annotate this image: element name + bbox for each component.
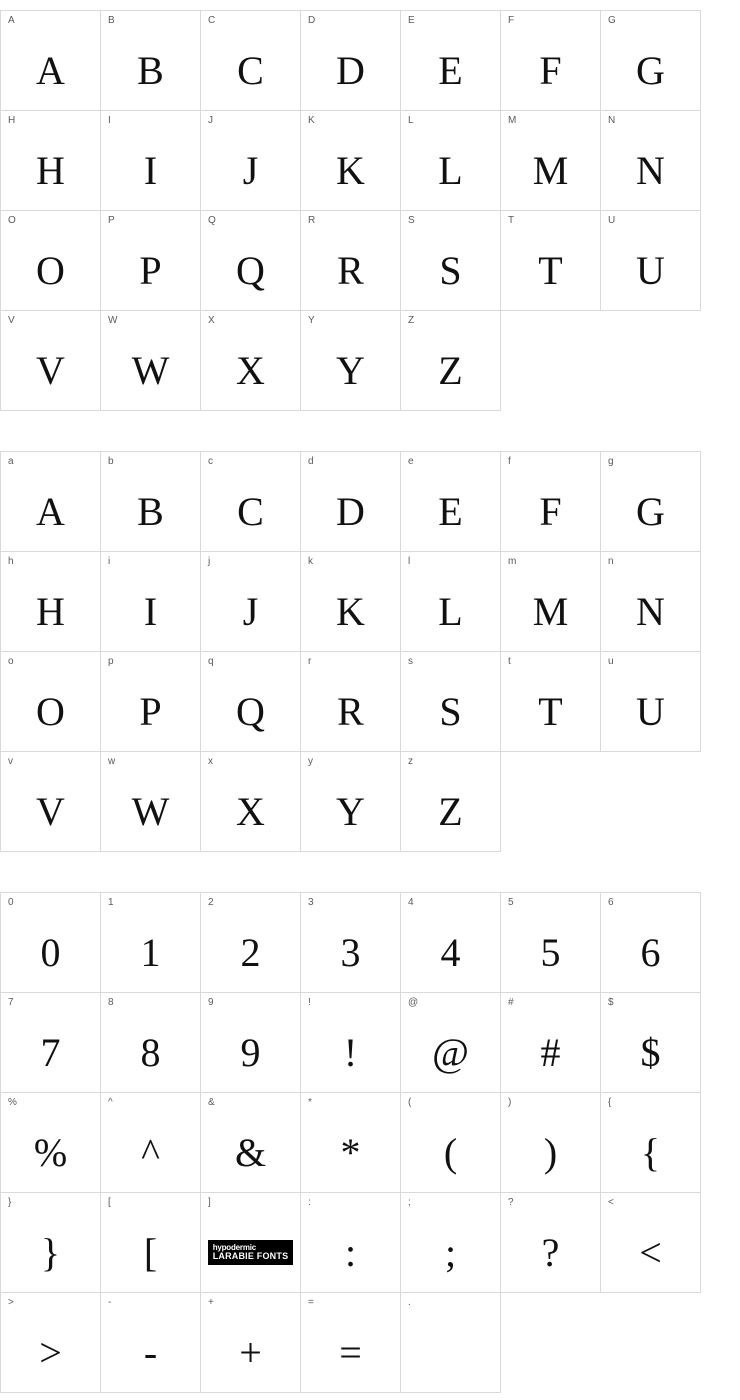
character-code-label: - xyxy=(108,1297,112,1308)
character-glyph: = xyxy=(339,1330,362,1375)
character-code-label: j xyxy=(208,556,211,567)
character-cell[interactable] xyxy=(401,1193,501,1293)
character-cell[interactable] xyxy=(201,211,301,311)
character-glyph: + xyxy=(239,1330,262,1375)
character-cell[interactable] xyxy=(501,1093,601,1193)
character-glyph: R xyxy=(337,689,364,734)
character-glyph: R xyxy=(337,248,364,293)
character-cell[interactable] xyxy=(501,993,601,1093)
character-code-label: . xyxy=(408,1297,411,1308)
character-cell[interactable] xyxy=(601,11,701,111)
character-cell[interactable] xyxy=(101,1293,201,1393)
character-cell[interactable] xyxy=(101,11,201,111)
character-cell[interactable] xyxy=(401,993,501,1093)
character-glyph: ( xyxy=(443,1130,458,1175)
character-code-label: D xyxy=(308,15,316,26)
character-glyph: D xyxy=(336,489,365,534)
character-cell[interactable] xyxy=(501,652,601,752)
character-glyph: 9 xyxy=(240,1030,261,1075)
character-glyph: C xyxy=(237,48,264,93)
character-glyph: M xyxy=(532,589,569,634)
character-cell[interactable] xyxy=(301,1193,401,1293)
character-cell[interactable] xyxy=(601,211,701,311)
character-cell[interactable] xyxy=(401,652,501,752)
character-cell[interactable] xyxy=(1,211,101,311)
character-code-label: n xyxy=(608,556,614,567)
character-code-label: p xyxy=(108,656,114,667)
character-glyph: Q xyxy=(236,689,265,734)
character-code-label: : xyxy=(308,1197,311,1208)
character-glyph: O xyxy=(36,248,65,293)
character-cell[interactable] xyxy=(201,552,301,652)
character-glyph: A xyxy=(36,48,65,93)
character-code-label: A xyxy=(8,15,15,26)
character-code-label: K xyxy=(308,115,315,126)
character-glyph: E xyxy=(438,489,463,534)
block-spacer xyxy=(0,852,701,892)
character-glyph: F xyxy=(539,48,562,93)
character-glyph: L xyxy=(438,148,463,193)
character-code-label: * xyxy=(308,1097,312,1108)
character-cell[interactable] xyxy=(1,893,101,993)
character-code-label: P xyxy=(108,215,115,226)
character-cell[interactable] xyxy=(201,652,301,752)
character-code-label: r xyxy=(308,656,312,667)
character-code-label: U xyxy=(608,215,616,226)
character-code-label: ] xyxy=(208,1197,211,1208)
character-code-label: % xyxy=(8,1097,17,1108)
character-cell[interactable] xyxy=(201,1293,301,1393)
character-glyph: > xyxy=(39,1330,62,1375)
top-spacer xyxy=(0,0,740,10)
character-glyph: W xyxy=(131,789,170,834)
character-glyph: } xyxy=(40,1230,61,1275)
character-glyph: Y xyxy=(336,348,365,393)
character-cell[interactable] xyxy=(101,993,201,1093)
character-code-label: q xyxy=(208,656,214,667)
character-code-label: h xyxy=(8,556,14,567)
character-glyph: B xyxy=(137,48,164,93)
character-glyph: I xyxy=(143,148,158,193)
character-glyph: I xyxy=(143,589,158,634)
character-code-label: V xyxy=(8,315,15,326)
character-cell[interactable] xyxy=(301,752,401,852)
character-cell[interactable] xyxy=(201,111,301,211)
character-cell[interactable] xyxy=(601,1093,701,1193)
character-code-label: i xyxy=(108,556,111,567)
foundry-watermark xyxy=(208,1240,294,1265)
character-cell[interactable] xyxy=(201,1093,301,1193)
character-code-label: x xyxy=(208,756,213,767)
character-glyph: - xyxy=(143,1330,158,1375)
character-cell[interactable] xyxy=(601,111,701,211)
character-glyph: N xyxy=(636,589,665,634)
character-glyph: D xyxy=(336,48,365,93)
character-glyph: A xyxy=(36,489,65,534)
character-cell[interactable] xyxy=(301,11,401,111)
character-code-label: [ xyxy=(108,1197,111,1208)
character-cell[interactable] xyxy=(201,1193,301,1293)
character-cell[interactable] xyxy=(101,552,201,652)
character-cell[interactable] xyxy=(601,993,701,1093)
character-glyph: & xyxy=(234,1130,267,1175)
character-code-label: b xyxy=(108,456,114,467)
character-cell[interactable] xyxy=(101,652,201,752)
character-glyph: 7 xyxy=(40,1030,61,1075)
character-code-label: t xyxy=(508,656,511,667)
character-cell[interactable] xyxy=(201,993,301,1093)
character-glyph: K xyxy=(336,589,365,634)
character-glyph: 6 xyxy=(640,930,661,975)
character-glyph: ; xyxy=(444,1230,457,1275)
character-code-label: Z xyxy=(408,315,415,326)
character-cell[interactable] xyxy=(401,552,501,652)
character-cell[interactable] xyxy=(501,552,601,652)
character-glyph: % xyxy=(33,1130,68,1175)
character-cell[interactable] xyxy=(501,111,601,211)
character-cell[interactable] xyxy=(101,893,201,993)
watermark-foundry-name: LARABIE FONTS xyxy=(212,1251,289,1261)
character-glyph: < xyxy=(639,1230,662,1275)
character-code-label: c xyxy=(208,456,213,467)
character-glyph: 2 xyxy=(240,930,261,975)
character-code-label: W xyxy=(108,315,118,326)
character-glyph: : xyxy=(344,1230,357,1275)
character-code-label: v xyxy=(8,756,13,767)
character-code-label: @ xyxy=(408,997,419,1008)
character-glyph: @ xyxy=(432,1030,469,1075)
character-glyph: B xyxy=(137,489,164,534)
character-glyph: * xyxy=(340,1130,361,1175)
character-glyph: S xyxy=(439,248,462,293)
character-code-label: # xyxy=(508,997,514,1008)
character-glyph: V xyxy=(36,789,65,834)
character-cell[interactable] xyxy=(501,1193,601,1293)
character-code-label: Q xyxy=(208,215,216,226)
character-glyph: # xyxy=(540,1030,561,1075)
character-code-label: M xyxy=(508,115,517,126)
character-code-label: J xyxy=(208,115,213,126)
character-code-label: ( xyxy=(408,1097,412,1108)
block-spacer xyxy=(0,411,701,451)
character-glyph: U xyxy=(636,689,665,734)
character-glyph: H xyxy=(36,148,65,193)
character-glyph: G xyxy=(636,48,665,93)
character-code-label: ; xyxy=(408,1197,411,1208)
character-glyph: H xyxy=(36,589,65,634)
character-cell[interactable] xyxy=(301,111,401,211)
character-code-label: G xyxy=(608,15,616,26)
character-glyph: 8 xyxy=(140,1030,161,1075)
character-glyph: F xyxy=(539,489,562,534)
character-code-label: T xyxy=(508,215,515,226)
character-code-label: 6 xyxy=(608,897,614,908)
character-code-label: ) xyxy=(508,1097,512,1108)
character-code-label: 3 xyxy=(308,897,314,908)
character-cell[interactable] xyxy=(101,752,201,852)
character-cell[interactable] xyxy=(201,311,301,411)
character-cell[interactable] xyxy=(501,11,601,111)
character-cell[interactable] xyxy=(101,111,201,211)
character-glyph: ^ xyxy=(141,1130,160,1175)
character-cell[interactable] xyxy=(501,452,601,552)
character-code-label: 7 xyxy=(8,997,14,1008)
character-glyph: T xyxy=(538,689,563,734)
character-cell[interactable] xyxy=(1,452,101,552)
character-code-label: 4 xyxy=(408,897,414,908)
character-code-label: m xyxy=(508,556,517,567)
character-glyph: ) xyxy=(543,1130,558,1175)
character-code-label: s xyxy=(408,656,413,667)
character-glyph: Z xyxy=(438,348,463,393)
character-glyph: V xyxy=(36,348,65,393)
character-cell[interactable] xyxy=(401,311,501,411)
character-code-label: u xyxy=(608,656,614,667)
character-cell[interactable] xyxy=(1,752,101,852)
character-code-label: 9 xyxy=(208,997,214,1008)
character-cell[interactable] xyxy=(1,111,101,211)
character-glyph: L xyxy=(438,589,463,634)
character-code-label: Y xyxy=(308,315,315,326)
character-cell[interactable] xyxy=(1,993,101,1093)
character-cell[interactable] xyxy=(1,1293,101,1393)
character-glyph: Z xyxy=(438,789,463,834)
character-glyph: 0 xyxy=(40,930,61,975)
character-glyph: 5 xyxy=(540,930,561,975)
character-cell[interactable] xyxy=(301,893,401,993)
character-block-lowercase xyxy=(0,451,701,852)
character-glyph: S xyxy=(439,689,462,734)
character-glyph: K xyxy=(336,148,365,193)
character-glyph: 1 xyxy=(140,930,161,975)
character-glyph: { xyxy=(640,1130,661,1175)
character-glyph: E xyxy=(438,48,463,93)
character-cell[interactable] xyxy=(401,752,501,852)
character-cell[interactable] xyxy=(401,111,501,211)
character-code-label: = xyxy=(308,1297,314,1308)
character-code-label: S xyxy=(408,215,415,226)
character-cell[interactable] xyxy=(1,652,101,752)
character-code-label: f xyxy=(508,456,511,467)
character-code-label: H xyxy=(8,115,16,126)
character-code-label: k xyxy=(308,556,313,567)
character-cell[interactable] xyxy=(501,211,601,311)
character-code-label: 5 xyxy=(508,897,514,908)
character-glyph: G xyxy=(636,489,665,534)
character-cell[interactable] xyxy=(501,893,601,993)
character-glyph: ! xyxy=(343,1030,358,1075)
character-cell[interactable] xyxy=(301,1293,401,1393)
character-cell[interactable] xyxy=(101,452,201,552)
character-cell[interactable] xyxy=(401,893,501,993)
character-block-symbols xyxy=(0,892,701,1393)
character-code-label: ! xyxy=(308,997,311,1008)
character-code-label: ^ xyxy=(108,1097,113,1108)
character-glyph: X xyxy=(236,789,265,834)
character-code-label: l xyxy=(408,556,411,567)
character-cell[interactable] xyxy=(601,552,701,652)
character-cell[interactable] xyxy=(601,1193,701,1293)
character-code-label: e xyxy=(408,456,414,467)
character-glyph: O xyxy=(36,689,65,734)
character-glyph: C xyxy=(237,489,264,534)
character-code-label: X xyxy=(208,315,215,326)
character-cell[interactable] xyxy=(1,11,101,111)
character-code-label: B xyxy=(108,15,115,26)
character-glyph: N xyxy=(636,148,665,193)
character-code-label: o xyxy=(8,656,14,667)
character-cell[interactable] xyxy=(601,452,701,552)
character-code-label: L xyxy=(408,115,414,126)
character-code-label: + xyxy=(208,1297,214,1308)
character-code-label: a xyxy=(8,456,14,467)
character-glyph: Y xyxy=(336,789,365,834)
character-code-label: 2 xyxy=(208,897,214,908)
character-glyph: $ xyxy=(640,1030,661,1075)
character-code-label: 8 xyxy=(108,997,114,1008)
character-cell[interactable] xyxy=(401,211,501,311)
character-cell[interactable] xyxy=(1,1193,101,1293)
character-code-label: C xyxy=(208,15,216,26)
character-cell[interactable] xyxy=(301,552,401,652)
character-cell[interactable] xyxy=(301,311,401,411)
character-cell[interactable] xyxy=(301,452,401,552)
character-glyph: [ xyxy=(143,1230,158,1275)
character-glyph: T xyxy=(538,248,563,293)
character-cell[interactable] xyxy=(101,1193,201,1293)
character-glyph xyxy=(201,1213,300,1292)
character-code-label: $ xyxy=(608,997,614,1008)
character-code-label: { xyxy=(608,1097,612,1108)
character-code-label: g xyxy=(608,456,614,467)
character-glyph: M xyxy=(532,148,569,193)
character-cell[interactable] xyxy=(401,1293,501,1393)
character-cell[interactable] xyxy=(101,311,201,411)
character-cell[interactable] xyxy=(201,893,301,993)
character-glyph: Q xyxy=(236,248,265,293)
character-code-label: F xyxy=(508,15,515,26)
character-code-label: } xyxy=(8,1197,12,1208)
character-code-label: d xyxy=(308,456,314,467)
character-code-label: 0 xyxy=(8,897,14,908)
character-code-label: R xyxy=(308,215,316,226)
character-cell[interactable] xyxy=(301,652,401,752)
character-cell[interactable] xyxy=(401,452,501,552)
character-glyph xyxy=(401,1313,500,1392)
character-glyph: J xyxy=(242,148,259,193)
character-glyph: U xyxy=(636,248,665,293)
character-code-label: O xyxy=(8,215,16,226)
character-cell[interactable] xyxy=(301,993,401,1093)
character-glyph: 3 xyxy=(340,930,361,975)
character-cell[interactable] xyxy=(1,311,101,411)
character-glyph: W xyxy=(131,348,170,393)
character-block-uppercase xyxy=(0,10,701,411)
character-cell[interactable] xyxy=(1,552,101,652)
character-code-label: N xyxy=(608,115,616,126)
character-cell[interactable] xyxy=(401,1093,501,1193)
character-cell[interactable] xyxy=(601,652,701,752)
character-cell[interactable] xyxy=(201,11,301,111)
character-cell[interactable] xyxy=(301,1093,401,1193)
character-glyph: P xyxy=(139,248,162,293)
character-code-label: y xyxy=(308,756,313,767)
character-cell[interactable] xyxy=(1,1093,101,1193)
character-glyph: P xyxy=(139,689,162,734)
character-cell[interactable] xyxy=(601,893,701,993)
character-cell[interactable] xyxy=(301,211,401,311)
character-code-label: z xyxy=(408,756,413,767)
character-cell[interactable] xyxy=(101,211,201,311)
character-glyph: ? xyxy=(541,1230,560,1275)
character-code-label: E xyxy=(408,15,415,26)
character-code-label: ? xyxy=(508,1197,514,1208)
character-code-label: < xyxy=(608,1197,614,1208)
character-code-label: 1 xyxy=(108,897,114,908)
character-code-label: w xyxy=(108,756,116,767)
character-glyph: X xyxy=(236,348,265,393)
character-glyph: J xyxy=(242,589,259,634)
character-code-label: I xyxy=(108,115,111,126)
character-code-label: & xyxy=(208,1097,215,1108)
character-cell[interactable] xyxy=(201,452,301,552)
character-map xyxy=(0,10,700,1393)
watermark-font-name: hypodermic xyxy=(212,1243,257,1252)
character-glyph: 4 xyxy=(440,930,461,975)
character-cell[interactable] xyxy=(101,1093,201,1193)
character-code-label: > xyxy=(8,1297,14,1308)
character-cell[interactable] xyxy=(401,11,501,111)
character-cell[interactable] xyxy=(201,752,301,852)
